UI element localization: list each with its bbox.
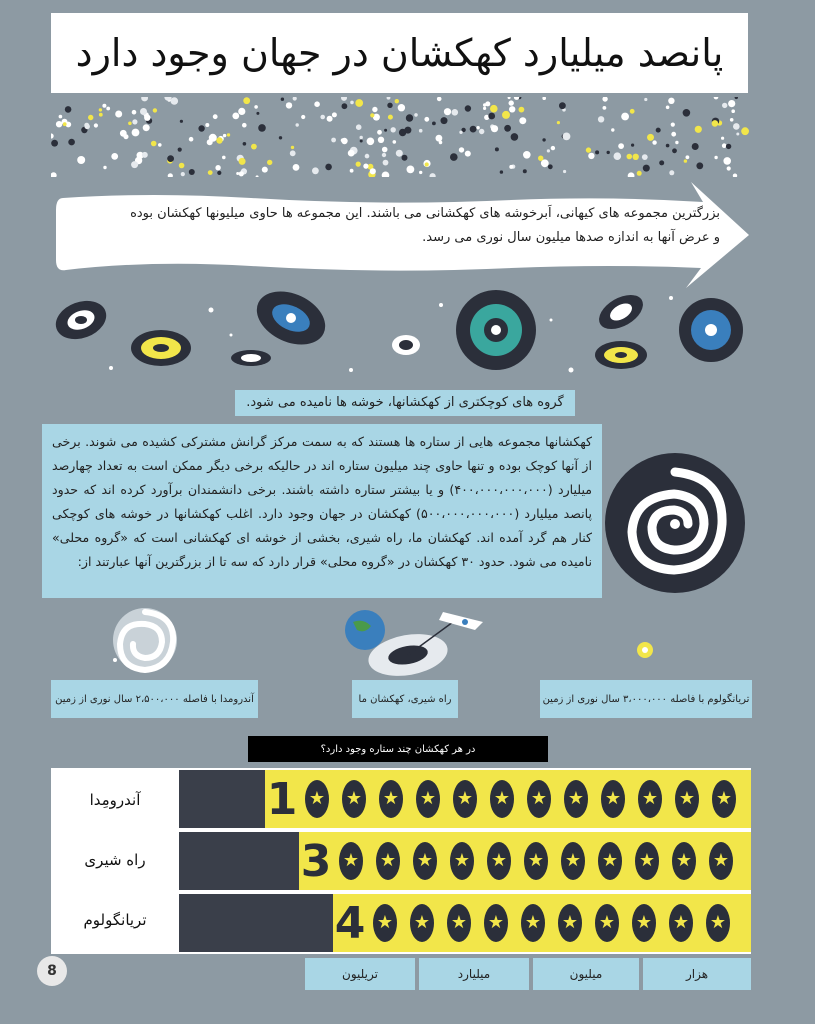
small-galaxy-icon [231, 335, 420, 366]
teal-galaxy-icon [456, 290, 536, 370]
bar-fill-triangulum [179, 894, 333, 952]
zero-star-icon: ★ [561, 842, 585, 880]
bar-fill-milky-way [179, 832, 299, 890]
zero-star-icon: ★ [450, 842, 474, 880]
zero-star-icon: ★ [709, 842, 733, 880]
star-count-chart [51, 768, 751, 954]
zero-star-icon: ★ [527, 780, 551, 818]
clusters-label: گروه های کوچکتری از کهکشانها، خوشه ها نامیده می شود. [235, 390, 575, 416]
zero-star-icon: ★ [601, 780, 625, 818]
andromeda-caption: آندرومدا با فاصله ۲،۵۰۰،۰۰۰ سال نوری از زمین [51, 680, 258, 718]
zero-star-icon: ★ [379, 780, 403, 818]
zero-star-icon: ★ [521, 904, 545, 942]
milky-way-caption: راه شیری، کهکشان ما [352, 680, 458, 718]
zero-star-icon: ★ [558, 904, 582, 942]
row-label-milky-way: راه شیری [84, 851, 146, 869]
zero-star-icon: ★ [675, 780, 699, 818]
row-label-triangulum: تریانگولوم [83, 911, 147, 929]
zero-star-icon: ★ [453, 780, 477, 818]
spiral-galaxy-icon [51, 294, 112, 346]
stars-question: در هر کهکشان چند ستاره وجود دارد؟ [248, 736, 548, 762]
zero-star-icon: ★ [339, 842, 363, 880]
zero-star-icon: ★ [564, 780, 588, 818]
yellow-galaxy-icon [131, 330, 191, 366]
zero-star-icon: ★ [669, 904, 693, 942]
andromeda-galaxy-icon [100, 600, 190, 680]
row-label-andromeda: آندرومِدا [89, 791, 141, 809]
zero-star-icon: ★ [342, 780, 366, 818]
zero-star-icon: ★ [672, 842, 696, 880]
zero-star-icon: ★ [447, 904, 471, 942]
leading-digit: 4 [334, 897, 366, 949]
zero-star-icon: ★ [595, 904, 619, 942]
zero-star-icon: ★ [638, 780, 662, 818]
zero-star-icon: ★ [632, 904, 656, 942]
blue-galaxy-icon [679, 298, 743, 362]
zero-star-icon: ★ [376, 842, 400, 880]
page-number: 8 [37, 956, 67, 986]
zero-star-icon: ★ [416, 780, 440, 818]
blue-spiral-galaxy-icon [248, 290, 334, 355]
unit-billion: میلیارد [419, 958, 529, 990]
starfield-decoration [51, 97, 751, 177]
page-title: پانصد میلیارد کهکشان در جهان وجود دارد [51, 13, 748, 93]
yellow-galaxy-icon-2 [595, 341, 647, 369]
zero-star-icon: ★ [305, 780, 329, 818]
unit-million: میلیون [533, 958, 639, 990]
zero-star-icon: ★ [712, 780, 736, 818]
bar-fill-andromeda [179, 770, 265, 828]
milky-way-illustration [343, 600, 493, 680]
zero-star-icon: ★ [487, 842, 511, 880]
unit-trillion: تریلیون [305, 958, 415, 990]
zero-star-icon: ★ [373, 904, 397, 942]
large-spiral-galaxy-icon [604, 452, 746, 594]
unit-thousand: هزار [643, 958, 751, 990]
zero-star-icon: ★ [410, 904, 434, 942]
zero-star-icon: ★ [598, 842, 622, 880]
leading-digit: 3 [300, 835, 332, 887]
galaxies-description: کهکشانها مجموعه هایی از ستاره ها هستند که به سمت مرکز گرانش مشترکی کشیده می شوند. برخی از آنها کوچک بوده و تنها حاوی چند میلیون ستاره اند در حالیکه برخی دیگر ممکن است به تعداد چهارصد میلیارد (۴۰۰،۰۰۰،۰۰۰،۰۰۰) و یا بیشتر ستاره داشته باشند. برخی دانشمندان برآورد کرده اند که حدود پانصد میلیارد (۵۰۰،۰۰۰،۰۰۰،۰۰۰) کهکشان در جهان وجود دارد. اغلب کهکشانها در خوشه های کوچکی کنار هم گرد آمده اند. کهکشان ما، راه شیری، بخشی از خوشه ای کهکشانی است که «گروه محلی» نامیده می شود. حدود ۳۰ کهکشان در «گروه محلی» قرار دارد که سه تا از بزرگترین آنها عبارتند از: [42, 424, 602, 598]
galaxies-illustration [51, 290, 751, 385]
spiral-galaxy-icon-2 [593, 290, 649, 336]
zero-star-icon: ★ [706, 904, 730, 942]
zero-star-icon: ★ [484, 904, 508, 942]
triangulum-galaxy-icon [620, 630, 670, 670]
superclusters-text: بزرگترین مجموعه های کیهانی، اَبرخوشه های کهکشانی می باشند. این مجموعه ها حاوی میلیونها کهکشان بوده و عرض آنها به اندازه صدها میلیون سال نوری می رسد. [130, 206, 720, 245]
zero-star-icon: ★ [635, 842, 659, 880]
leading-digit: 1 [266, 773, 298, 825]
triangulum-caption: تریانگولوم با فاصله ۳،۰۰۰،۰۰۰ سال نوری از زمین [540, 680, 752, 718]
zero-star-icon: ★ [490, 780, 514, 818]
zero-star-icon: ★ [524, 842, 548, 880]
zero-star-icon: ★ [413, 842, 437, 880]
